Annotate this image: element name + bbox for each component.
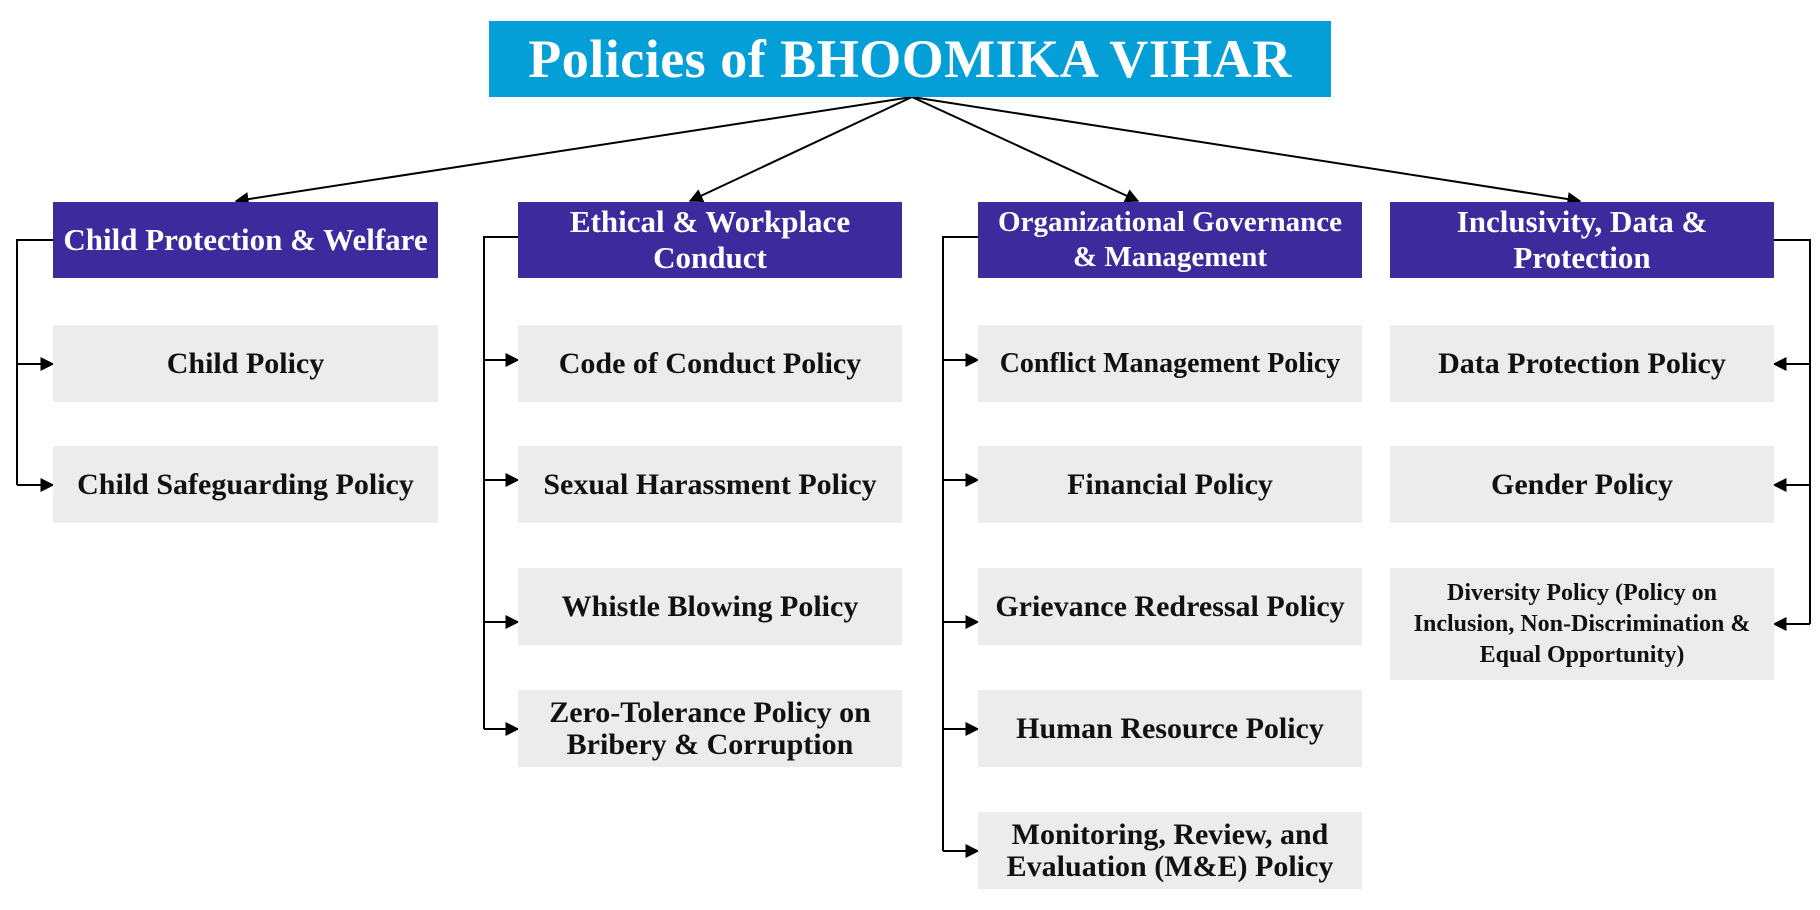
arrow-title-to-inclusivity [912, 97, 1580, 201]
policy-monitoring-evaluation: Monitoring, Review, and Evaluation (M&E) Policy [978, 812, 1362, 889]
column-1-bracket [17, 240, 53, 485]
column-3-bracket [943, 237, 978, 851]
header-child-protection-welfare: Child Protection & Welfare [53, 202, 438, 278]
column-4-bracket [1774, 240, 1810, 624]
policy-grievance-redressal: Grievance Redressal Policy [978, 568, 1362, 645]
header-inclusivity-data-protection: Inclusivity, Data & Protection [1390, 202, 1774, 278]
policy-zero-tolerance: Zero-Tolerance Policy on Bribery & Corruption [518, 690, 902, 767]
policy-human-resource: Human Resource Policy [978, 690, 1362, 767]
policy-sexual-harassment: Sexual Harassment Policy [518, 446, 902, 523]
policy-code-of-conduct: Code of Conduct Policy [518, 325, 902, 402]
policy-data-protection: Data Protection Policy [1390, 325, 1774, 402]
policy-gender: Gender Policy [1390, 446, 1774, 523]
policy-whistle-blowing: Whistle Blowing Policy [518, 568, 902, 645]
column-2-bracket [484, 237, 518, 729]
diagram-title: Policies of BHOOMIKA VIHAR [489, 21, 1331, 97]
policy-child-policy: Child Policy [53, 325, 438, 402]
policy-diversity: Diversity Policy (Policy on Inclusion, Non-Discrimination & Equal Opportunity) [1390, 568, 1774, 680]
header-ethical-workplace-conduct: Ethical & Workplace Conduct [518, 202, 902, 278]
policy-financial: Financial Policy [978, 446, 1362, 523]
arrow-title-to-ethical-conduct [690, 97, 912, 201]
policy-conflict-management: Conflict Management Policy [978, 325, 1362, 402]
policy-child-safeguarding: Child Safeguarding Policy [53, 446, 438, 523]
arrow-title-to-child-protection [236, 97, 912, 201]
header-organizational-governance: Organizational Governance & Management [978, 202, 1362, 278]
arrow-title-to-governance [912, 97, 1138, 201]
